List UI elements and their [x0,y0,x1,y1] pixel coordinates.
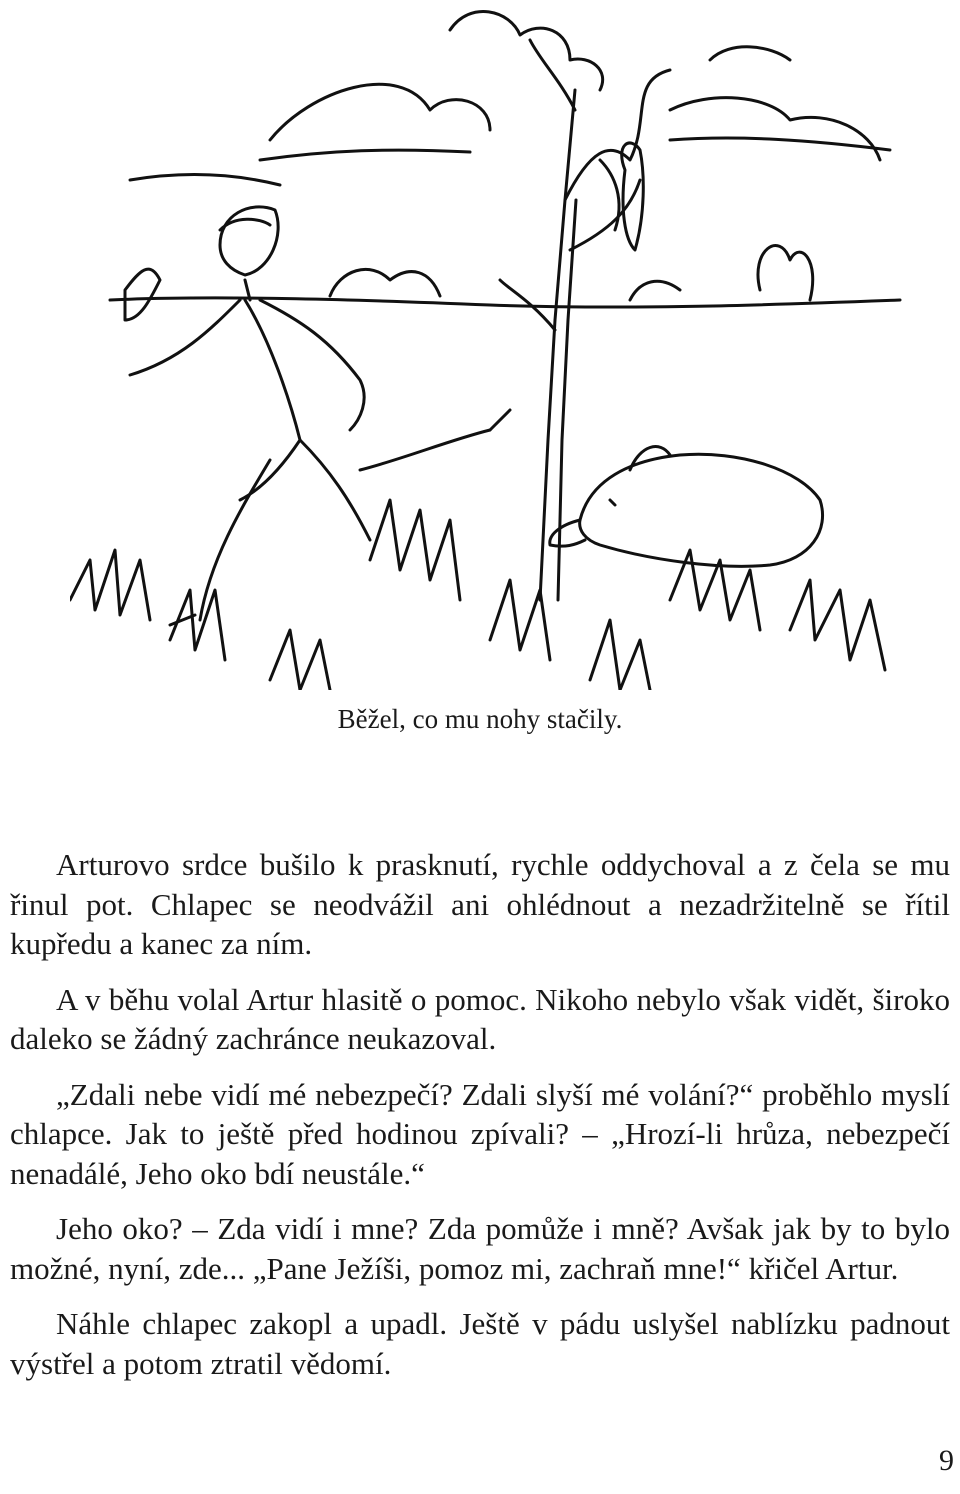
illustration-boy-running-from-boar [70,0,910,690]
paragraph-4: Jeho oko? – Zda vidí i mne? Zda pomůže i mně? Avšak jak by to bylo možné, nyní, zde... „Pane Ježíši, pomoz mi, zachraň mne!“ křičel Artur. [10,1211,950,1286]
horizon [110,246,900,308]
paragraph-5: Náhle chlapec zakopl a upadl. Ještě v pádu uslyšel nablízku padnout výstřel a potom ztratil vědomí. [10,1306,950,1381]
paragraph-1: Arturovo srdce bušilo k prasknutí, rychle oddychoval a z čela se mu řinul pot. Chlapec se neodvážil ani ohlédnout a nezadržitelně se řítil kupředu a kanec za ním. [10,847,950,961]
running-boy [125,207,510,625]
grass [70,500,885,690]
birch-tree [500,40,670,600]
illustration-caption: Běžel, co mu nohy stačily. [337,704,623,734]
page-number: 9 [939,1444,954,1477]
story-text [10,845,950,1399]
paragraph-3: „Zdali nebe vidí mé nebezpečí? Zdali slyší mé volání?“ proběhlo myslí chlapce. Jak to ještě před hodinou zpívali? – „Hrozí-li hrůza, nebezpečí nenadálé, Jeho oko bdí neustále.“ [10,1076,950,1191]
wild-boar [550,447,823,567]
paragraph-2: A v běhu volal Artur hlasitě o pomoc. Nikoho nebylo však vidět, široko daleko se žádný zachránce neukazoval. [10,981,950,1056]
clouds [130,11,890,185]
